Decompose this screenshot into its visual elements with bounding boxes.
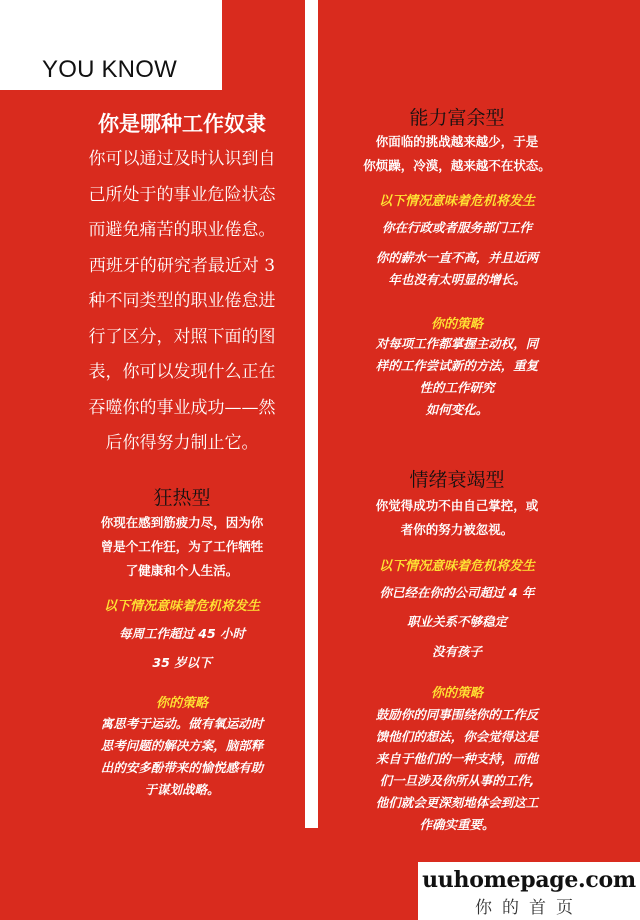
article-title: 你是哪种工作奴隶 (98, 111, 266, 136)
watermark-tagline: 你的首页 (475, 898, 583, 918)
section-title-fanatic: 狂热型 (153, 487, 211, 509)
watermark-domain: uuhomepage.com (422, 867, 636, 893)
strategy-line: 馈他们的想法，你会觉得这是 (375, 729, 539, 744)
strategy-line: 样的工作尝试新的方法，重复 (375, 358, 539, 373)
intro-paragraph (72, 142, 292, 462)
intro-line: 种不同类型的职业倦怠进 (88, 291, 276, 311)
strategy-line: 来自于他们的一种支持，而他 (375, 751, 539, 766)
sign-item: 年也没有太明显的增长。 (388, 272, 526, 287)
section-desc-exhaustion (345, 494, 569, 542)
desc-line: 者你的努力被忽视。 (400, 522, 514, 537)
header-label-box (0, 0, 222, 90)
desc-line: 你烦躁，冷漠，越来越不在状态。 (363, 158, 551, 173)
strategy-text-fanatic (72, 713, 292, 801)
desc-line: 你觉得成功不由自己掌控，或 (375, 498, 539, 513)
warning-heading-exhaustion: 以下情况意味着危机将发生 (378, 559, 535, 574)
section-title-surplus: 能力富余型 (409, 107, 505, 129)
strategy-line: 于谋划战略。 (144, 782, 220, 797)
strategy-line: 作确实重要。 (419, 817, 495, 832)
intro-line: 行了区分，对照下面的图 (88, 326, 276, 347)
watermark-box (418, 862, 640, 920)
intro-line: 后你得努力制止它。 (105, 433, 259, 453)
strategy-line: 思考问题的解决方案，脑部释 (100, 738, 264, 753)
strategy-line: 寓思考于运动。做有氧运动时 (100, 716, 264, 731)
strategy-line: 他们就会更深刻地体会到这工 (375, 795, 539, 810)
strategy-line: 性的工作研究 (419, 380, 495, 395)
section-desc-surplus (345, 130, 569, 178)
sign-item: 每周工作超过 45 小时 (118, 626, 246, 641)
sign-item: 没有孩子 (431, 644, 482, 659)
intro-line: 你可以通过及时认识到自 (88, 149, 276, 169)
strategy-line: 如何变化。 (425, 402, 489, 417)
strategy-heading-fanatic: 你的策略 (155, 696, 208, 711)
section-title-exhaustion: 情绪衰竭型 (409, 469, 505, 491)
intro-line: 西班牙的研究者最近对 3 (88, 255, 276, 276)
strategy-line: 出的安多酚带来的愉悦感有助 (100, 760, 264, 775)
sign-item: 职业关系不够稳定 (406, 614, 507, 629)
strategy-text-exhaustion (345, 704, 569, 836)
strategy-heading-exhaustion: 你的策略 (430, 686, 483, 701)
intro-line: 己所处于的事业危险状态 (88, 184, 276, 205)
intro-line: 而避免痛苦的职业倦怠。 (88, 220, 276, 240)
sign-item: 你已经在你的公司超过 4 年 (379, 585, 535, 600)
desc-line: 曾是个工作狂，为了工作牺牲 (100, 539, 264, 554)
desc-line: 你现在感到筋疲力尽，因为你 (100, 515, 264, 530)
desc-line: 你面临的挑战越来越少，于是 (375, 134, 539, 149)
intro-line: 吞噬你的事业成功——然 (88, 397, 276, 418)
warning-heading-surplus: 以下情况意味着危机将发生 (378, 194, 535, 209)
strategy-heading-surplus: 你的策略 (430, 317, 483, 332)
desc-line: 了健康和个人生活。 (125, 563, 239, 578)
strategy-line: 对每项工作都掌握主动权，同 (375, 336, 539, 351)
intro-line: 表，你可以发现什么正在 (88, 362, 276, 382)
sign-item: 你的薪水一直不高，并且近两 (375, 250, 539, 265)
sign-item: 35 岁以下 (152, 655, 212, 670)
strategy-line: 鼓励你的同事围绕你的工作反 (375, 707, 539, 722)
strategy-line: 们一旦涉及你所从事的工作, (379, 773, 535, 788)
header-label: YOU KNOW (42, 56, 177, 83)
warning-heading-fanatic: 以下情况意味着危机将发生 (103, 599, 260, 614)
column-divider (305, 0, 318, 828)
section-desc-fanatic (72, 511, 292, 583)
strategy-text-surplus (345, 333, 569, 421)
sign-item: 你在行政或者服务部门工作 (381, 220, 532, 235)
